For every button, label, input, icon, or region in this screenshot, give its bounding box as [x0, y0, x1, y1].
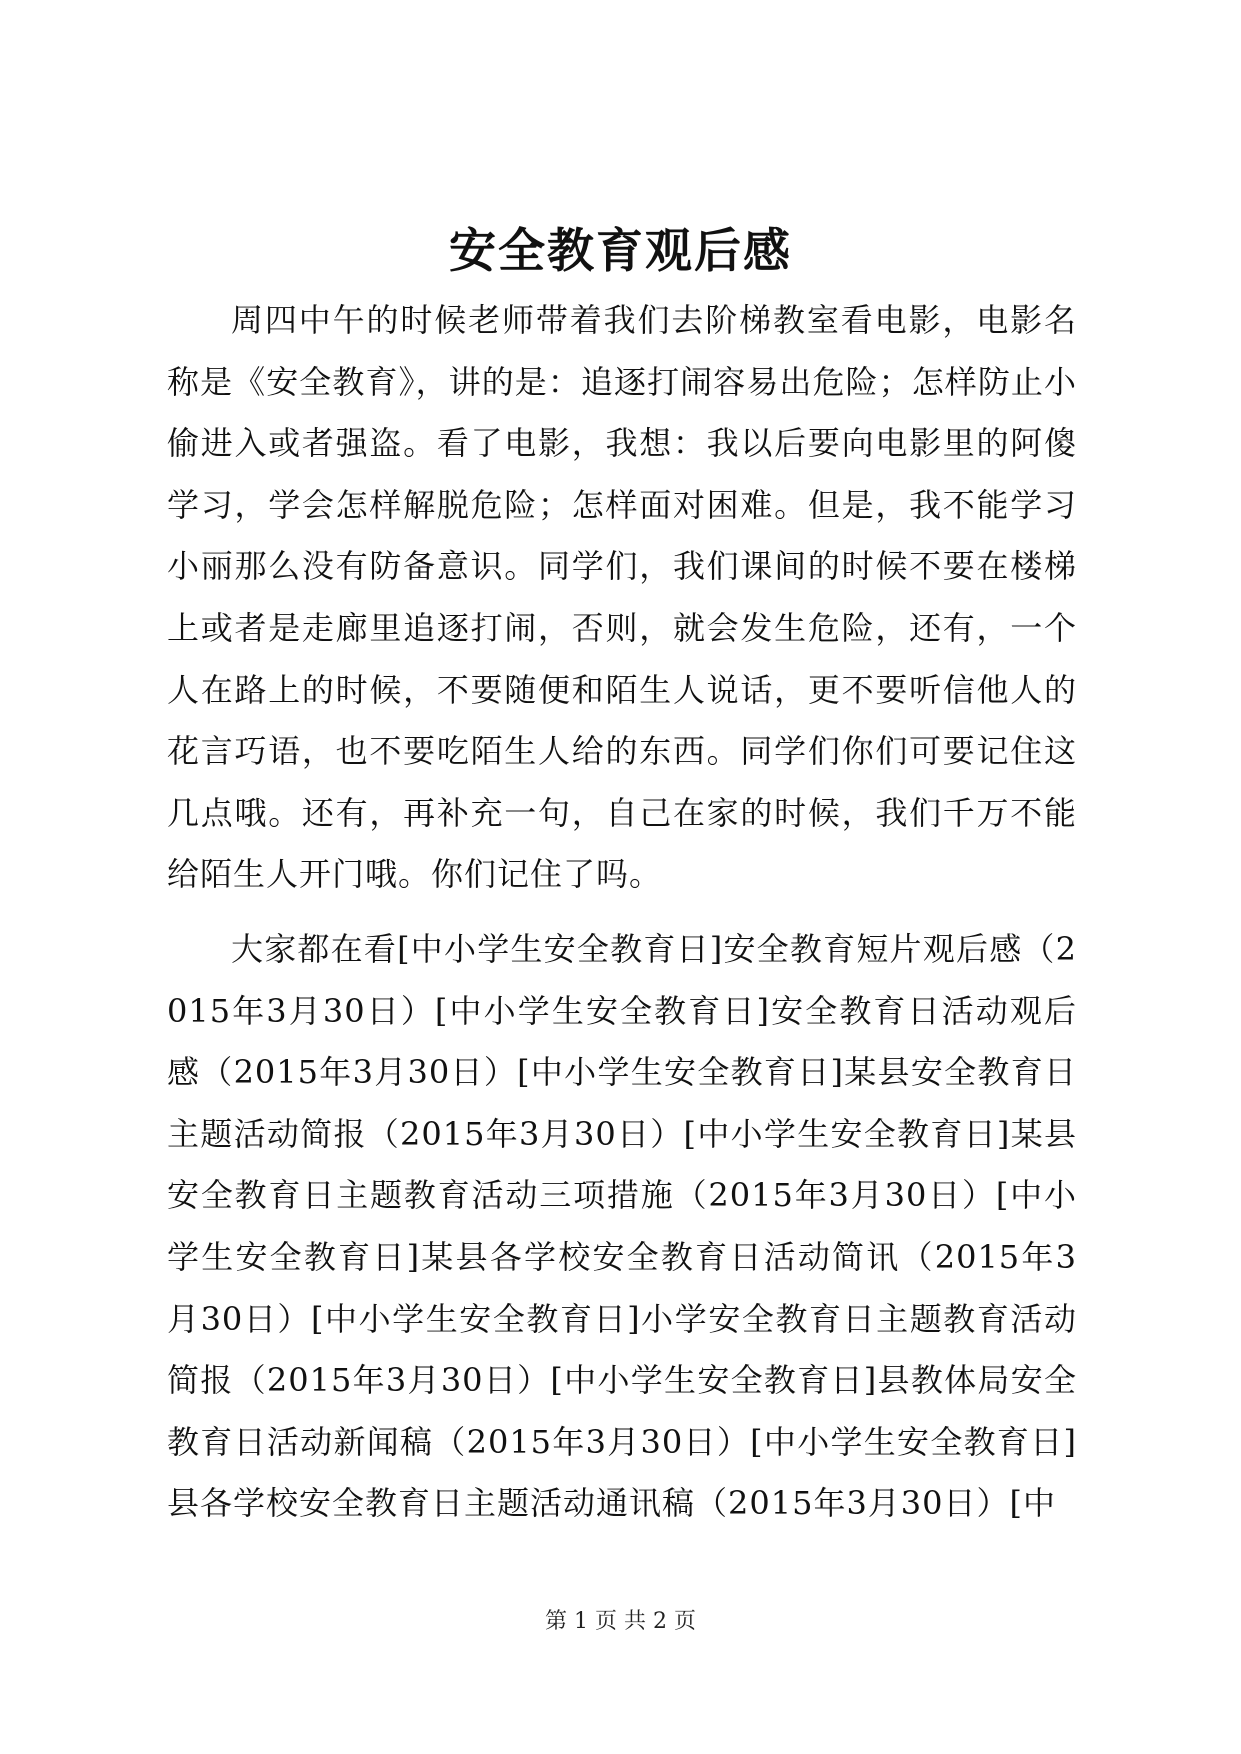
document-body: [167, 290, 1077, 1535]
paragraph-2: 大家都在看[中小学生安全教育日]安全教育短片观后感（2015年3月30日）[中小学生安全教育日]安全教育日活动观后感（2015年3月30日）[中小学生安全教育日]某县安全教育日主题活动简报（2015年3月30日）[中小学生安全教育日]某县安全教育日主题教育活动三项措施（2015年3月30日）[中小学生安全教育日]某县各学校安全教育日活动简讯（2015年3月30日）[中小学生安全教育日]小学安全教育日主题教育活动简报（2015年3月30日）[中小学生安全教育日]县教体局安全教育日活动新闻稿（2015年3月30日）[中小学生安全教育日]县各学校安全教育日主题活动通讯稿（2015年3月30日）[中: [167, 929, 1077, 1523]
page-number: 第 1 页 共 2 页: [545, 1609, 696, 1634]
document-title: 安全教育观后感: [449, 224, 792, 279]
paragraph-1: 周四中午的时候老师带着我们去阶梯教室看电影，电影名称是《安全教育》，讲的是：追逐打闹容易出危险；怎样防止小偷进入或者强盗。看了电影，我想：我以后要向电影里的阿傻学习，学会怎样解脱危险；怎样面对困难。但是，我不能学习小丽那么没有防备意识。同学们，我们课间的时候不要在楼梯上或者是走廊里追逐打闹，否则，就会发生危险，还有，一个人在路上的时候，不要随便和陌生人说话，更不要听信他人的花言巧语，也不要吃陌生人给的东西。同学们你们可要记住这几点哦。还有，再补充一句，自己在家的时候，我们千万不能给陌生人开门哦。你们记住了吗。: [167, 301, 1077, 894]
